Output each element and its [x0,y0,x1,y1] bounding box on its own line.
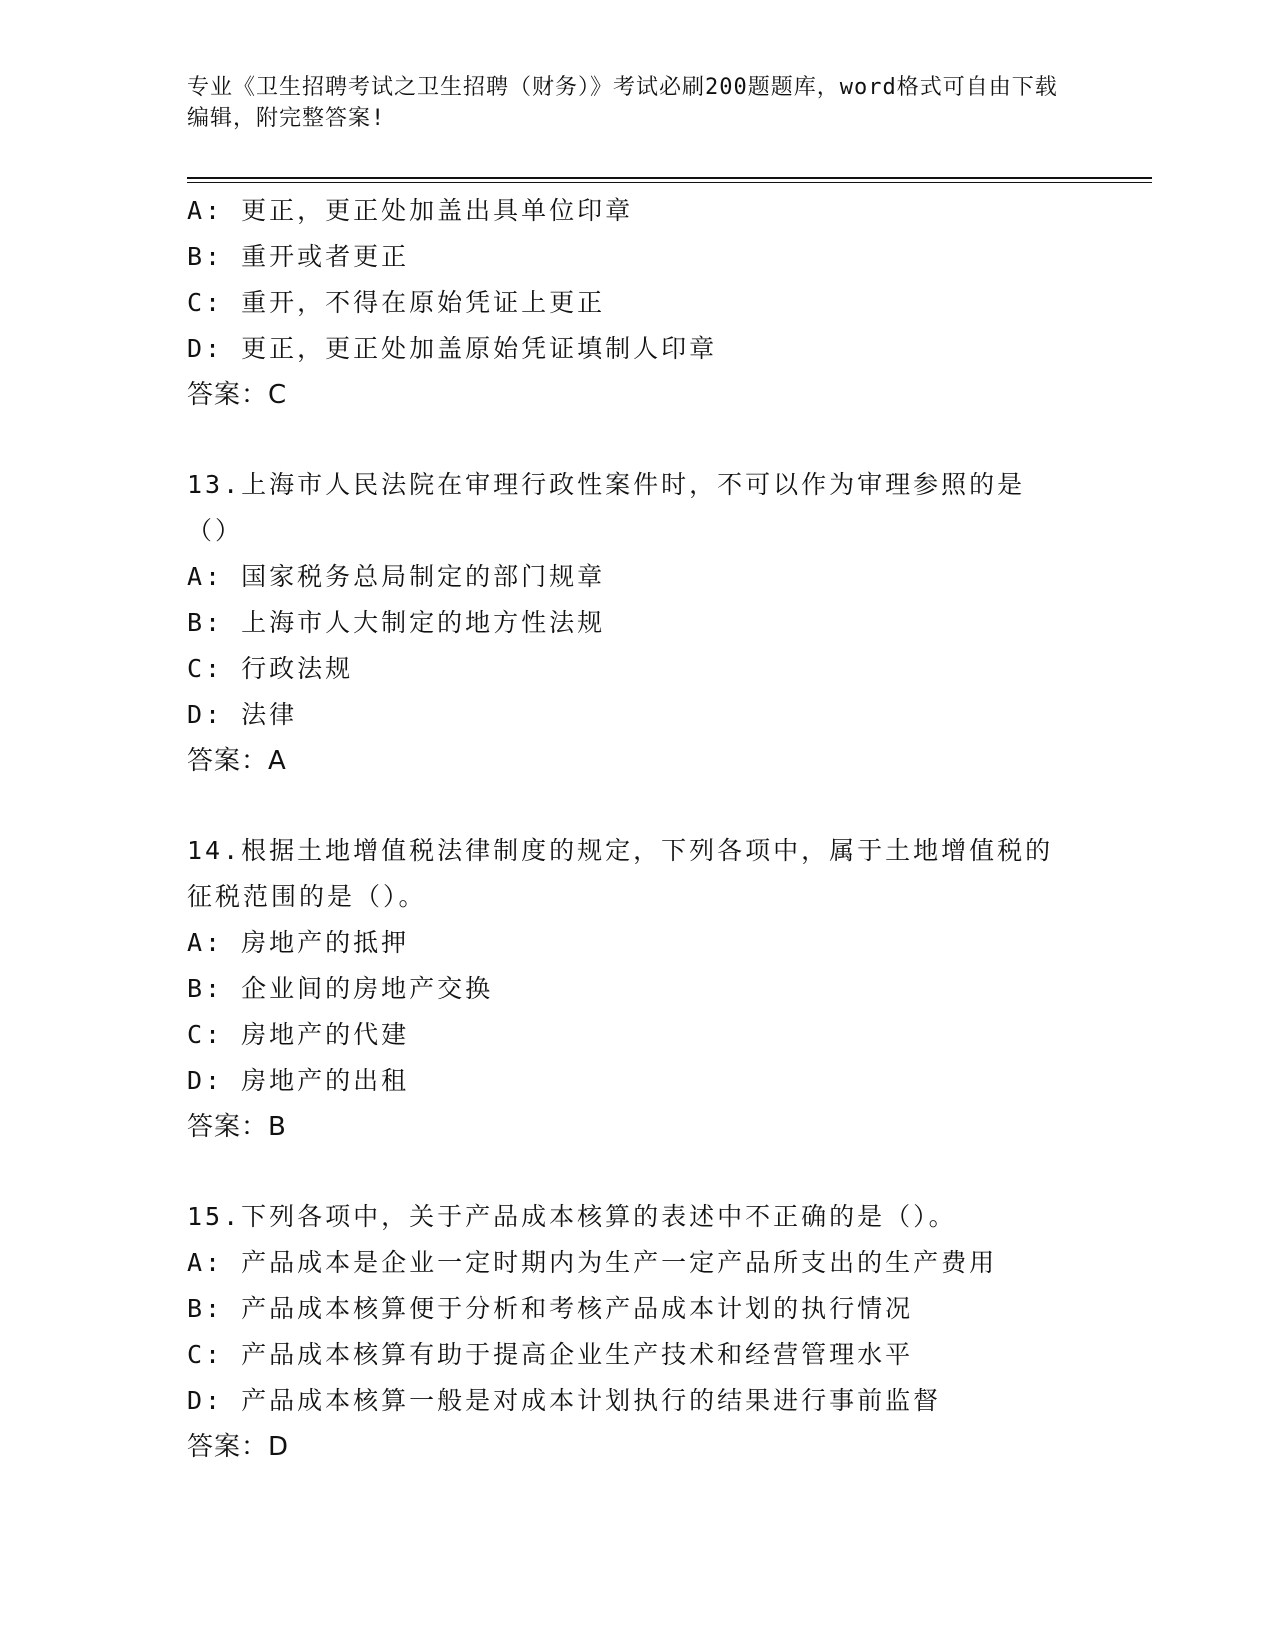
option-d: D: 更正，更正处加盖原始凭证填制人印章 [187,334,718,363]
question-block-15 [187,1194,1087,1470]
option-b: B: 产品成本核算便于分析和考核产品成本计划的执行情况 [187,1294,914,1323]
answer-line: 答案：D [187,1432,290,1462]
option-a: A: 产品成本是企业一定时期内为生产一定产品所支出的生产费用 [187,1248,998,1277]
header-divider-thin [187,182,1152,183]
option-b: B: 重开或者更正 [187,242,410,271]
answer-line: 答案：C [187,380,288,410]
option-b: B: 上海市人大制定的地方性法规 [187,608,606,637]
option-c: C: 房地产的代建 [187,1020,410,1049]
option-c: C: 产品成本核算有助于提高企业生产技术和经营管理水平 [187,1340,914,1369]
option-c: C: 重开，不得在原始凭证上更正 [187,288,606,317]
question-text: 15.下列各项中，关于产品成本核算的表述中不正确的是（）。 [187,1202,957,1231]
question-block-13 [187,462,1087,784]
option-b: B: 企业间的房地产交换 [187,974,494,1003]
question-block-previous [187,188,1087,418]
answer-line: 答案：B [187,1112,287,1142]
option-a: A: 更正，更正处加盖出具单位印章 [187,196,634,225]
option-c: C: 行政法规 [187,654,354,683]
header-divider-thick [187,177,1152,179]
question-text: 13.上海市人民法院在审理行政性案件时，不可以作为审理参照的是（） [187,470,1026,545]
option-a: A: 房地产的抵押 [187,928,410,957]
answer-line: 答案：A [187,746,287,776]
spacer [187,784,1087,828]
spacer [187,418,1087,462]
question-list [187,188,1087,1470]
spacer [187,1150,1087,1194]
option-d: D: 法律 [187,700,298,729]
question-block-14 [187,828,1087,1150]
question-text: 14.根据土地增值税法律制度的规定，下列各项中，属于土地增值税的征税范围的是（）。 [187,836,1054,911]
option-d: D: 房地产的出租 [187,1066,410,1095]
option-d: D: 产品成本核算一般是对成本计划执行的结果进行事前监督 [187,1386,942,1415]
option-a: A: 国家税务总局制定的部门规章 [187,562,606,591]
document-header: 专业《卫生招聘考试之卫生招聘（财务）》考试必刷200题题库，word格式可自由下载编辑，附完整答案! [187,75,1058,131]
